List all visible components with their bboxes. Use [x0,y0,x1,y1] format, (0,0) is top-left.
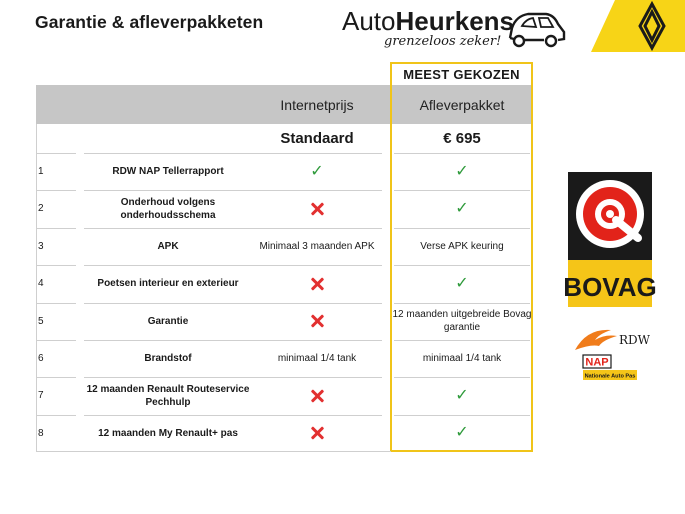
row-number [36,303,78,340]
row-divider [252,377,382,378]
cross-icon [310,314,324,328]
row-divider [252,190,382,191]
row-divider [36,228,76,229]
row-divider [394,265,530,266]
cell-afleverpakket [391,340,533,377]
row-divider [36,190,76,191]
cross-icon [310,426,324,440]
row-divider [252,228,382,229]
row-divider [36,153,76,154]
row-number-text: 6 [38,353,44,364]
row-label [84,228,252,265]
row-divider [36,303,76,304]
row-number-text: 3 [38,240,44,252]
row-divider [84,415,252,416]
cell-afleverpakket-text: minimaal 1/4 tank [422,353,502,364]
table-row [36,415,533,452]
table-row [36,190,533,227]
row-divider [84,377,252,378]
cell-afleverpakket [391,265,533,302]
check-icon: ✓ [455,386,469,404]
cross-icon [310,277,324,291]
column-header-internetprijs: Internetprijs [280,97,354,113]
row-number-text: 7 [38,390,44,402]
rdw-logo [573,326,653,352]
row-divider [394,303,530,304]
row-divider [252,265,382,266]
bovag-logo-text: BOVAG [563,272,657,302]
row-label-text: Garantie [147,315,189,327]
row-divider [394,377,530,378]
page-title: Garantie & afleverpakketen [35,12,264,32]
row-label-text: Onderhoud volgens onderhoudsschema [120,196,216,221]
row-number [36,340,78,377]
table-row [36,340,533,377]
table-row [36,303,533,340]
check-icon: ✓ [455,424,469,442]
brand-name: AutoHeurkens [342,6,514,36]
car-icon [506,8,568,52]
row-divider [394,228,530,229]
cell-standaard [252,340,382,377]
row-divider [394,190,530,191]
check-icon: ✓ [310,162,324,180]
row-number [36,228,78,265]
cell-standaard-text: Minimaal 3 maanden APK [259,240,375,252]
row-divider [252,340,382,341]
row-number-text: 4 [38,278,44,290]
cell-standaard [252,153,382,190]
row-divider [36,415,76,416]
row-label [84,153,252,190]
cell-afleverpakket [391,153,533,190]
table-row [36,377,533,414]
package-price: € 695 [443,130,481,147]
cell-afleverpakket [391,190,533,227]
row-divider [252,415,382,416]
check-icon: ✓ [455,199,469,217]
row-divider [84,340,252,341]
cell-afleverpakket-text: 12 maanden uitgebreide Bovag garantie [392,309,532,334]
row-divider [394,415,530,416]
cross-icon [310,389,324,403]
table-row [36,265,533,302]
row-divider [84,303,252,304]
row-label-text: Poetsen interieur en exterieur [97,278,239,290]
package-standaard: Standaard [280,130,354,147]
row-number [36,265,78,302]
row-label-text: Brandstof [144,353,192,364]
table-row [36,228,533,265]
row-label [84,415,252,452]
check-icon: ✓ [455,162,469,180]
row-number [36,190,78,227]
cell-standaard-text: minimaal 1/4 tank [277,353,357,364]
cell-afleverpakket [391,228,533,265]
cell-afleverpakket [391,415,533,452]
row-divider [252,303,382,304]
row-divider [394,340,530,341]
row-divider [394,153,530,154]
cell-standaard [252,190,382,227]
row-number-text: 5 [38,315,44,327]
row-number [36,415,78,452]
meest-gekozen-label: MEEST GEKOZEN [403,67,520,82]
row-label [84,377,252,414]
cell-standaard [252,228,382,265]
rdw-logo-text: RDW [619,333,650,347]
check-icon: ✓ [455,274,469,292]
row-number [36,153,78,190]
row-number [36,377,78,414]
row-number-text: 1 [38,166,44,177]
row-label-text: 12 maanden Renault Routeservice Pechhulp [86,383,250,408]
cell-standaard [252,265,382,302]
cell-standaard [252,415,382,452]
row-label [84,340,252,377]
renault-logo [585,0,685,52]
auto-heurkens-logo [342,4,582,52]
nap-logo-text: NAP [585,356,609,369]
nap-logo [583,355,637,380]
cell-afleverpakket-text: Verse APK keuring [420,240,504,252]
bovag-logo [563,172,657,307]
cell-afleverpakket [391,377,533,414]
row-label [84,265,252,302]
row-divider [36,265,76,266]
column-header-afleverpakket: Afleverpakket [419,97,505,113]
cell-standaard [252,303,382,340]
row-number-text: 2 [38,203,44,215]
row-label-text: RDW NAP Tellerrapport [112,166,224,177]
row-label [84,190,252,227]
row-divider [84,228,252,229]
row-divider [36,340,76,341]
row-label-text: 12 maanden My Renault+ pas [98,427,238,439]
row-label [84,303,252,340]
row-label-text: APK [157,240,179,252]
cell-afleverpakket [391,303,533,340]
cross-icon [310,202,324,216]
row-number-text: 8 [38,427,44,439]
table-row [36,153,533,190]
row-divider [252,153,382,154]
row-divider [36,377,76,378]
row-divider [84,190,252,191]
nap-logo-subtitle: Nationale Auto Pas [584,373,636,380]
cell-standaard [252,377,382,414]
brand-tagline: grenzeloos zeker! [384,34,502,49]
row-divider [84,265,252,266]
row-divider [84,153,252,154]
